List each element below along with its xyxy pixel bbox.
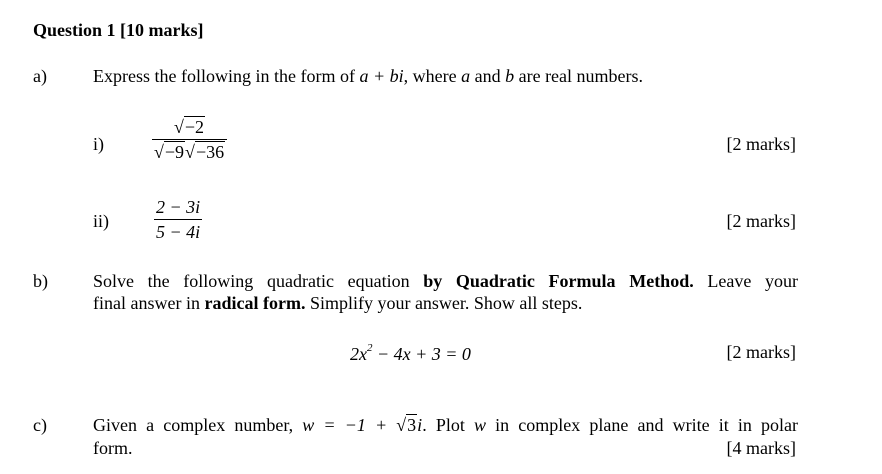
fraction-ii-denominator: 5 − 4i [156,222,201,242]
imaginary-unit: i [417,415,423,435]
part-a-text-and: and [470,66,506,86]
part-a-text-before: Express the following in the form of [93,66,360,86]
part-b-line-1 [93,271,798,292]
radicand: −36 [195,142,225,162]
part-b-line-2-b: Simplify your answer. Show all steps. [305,293,583,313]
part-b-line-1-b: Leave your [693,271,798,291]
w-variable: w [473,415,486,435]
part-a-label: a) [33,66,47,86]
fraction-ii-numerator: 2 − 3i [156,197,201,217]
radicand: −9 [164,142,185,162]
quadratic-equation [350,342,471,365]
fraction-bar [154,219,202,220]
sub-ii-label: ii) [93,211,109,231]
w-expression: w = −1 + [302,415,397,435]
part-b-line-1-bold: by Quadratic Formula Method. [423,271,694,291]
part-b-label: b) [33,271,48,291]
radical: √3 [396,415,417,435]
part-c-line-1-a: Given a complex number, [93,415,303,435]
radical: √−36 [185,142,225,162]
radical: √−9 [154,142,185,162]
radicand: −2 [184,117,205,137]
part-a-text-mid: , where [403,66,462,86]
part-c-line-1 [93,415,798,436]
fraction-ii [154,196,202,243]
equation-exponent: 2 [367,342,373,354]
part-b-line-2-a: final answer in [93,293,205,313]
sub-i-label: i) [93,134,104,154]
part-b-line-1-a: Solve the following quadratic equation [93,271,424,291]
radical: √−2 [174,117,205,137]
part-c-line-1-c: in complex plane and write it in polar [486,415,799,435]
part-b-line-2-bold: radical form. [204,293,306,313]
marks-b: [2 marks] [726,342,796,362]
marks-ii: [2 marks] [726,211,796,231]
equation-lhs: 2x [350,344,367,364]
part-b-line-2 [93,293,582,314]
marks-i: [2 marks] [726,134,796,154]
var-b: b [505,66,515,86]
part-c-line-1-b: . Plot [422,415,474,435]
part-a-text [93,66,643,87]
var-a: a [461,66,471,86]
part-c-label: c) [33,415,47,435]
fraction-i-numerator [152,116,227,138]
form-expression: a + bi [359,66,404,86]
part-c-line-2: form. [93,438,133,458]
marks-c: [4 marks] [726,438,796,458]
equation-rest: − 4x + 3 = 0 [372,344,471,364]
fraction-i-denominator [152,141,227,163]
radicand: 3 [407,415,417,435]
fraction-bar [152,139,227,140]
question-title: Question 1 [10 marks] [33,20,204,40]
fraction-i [152,116,227,163]
part-a-text-after: are real numbers. [514,66,644,86]
